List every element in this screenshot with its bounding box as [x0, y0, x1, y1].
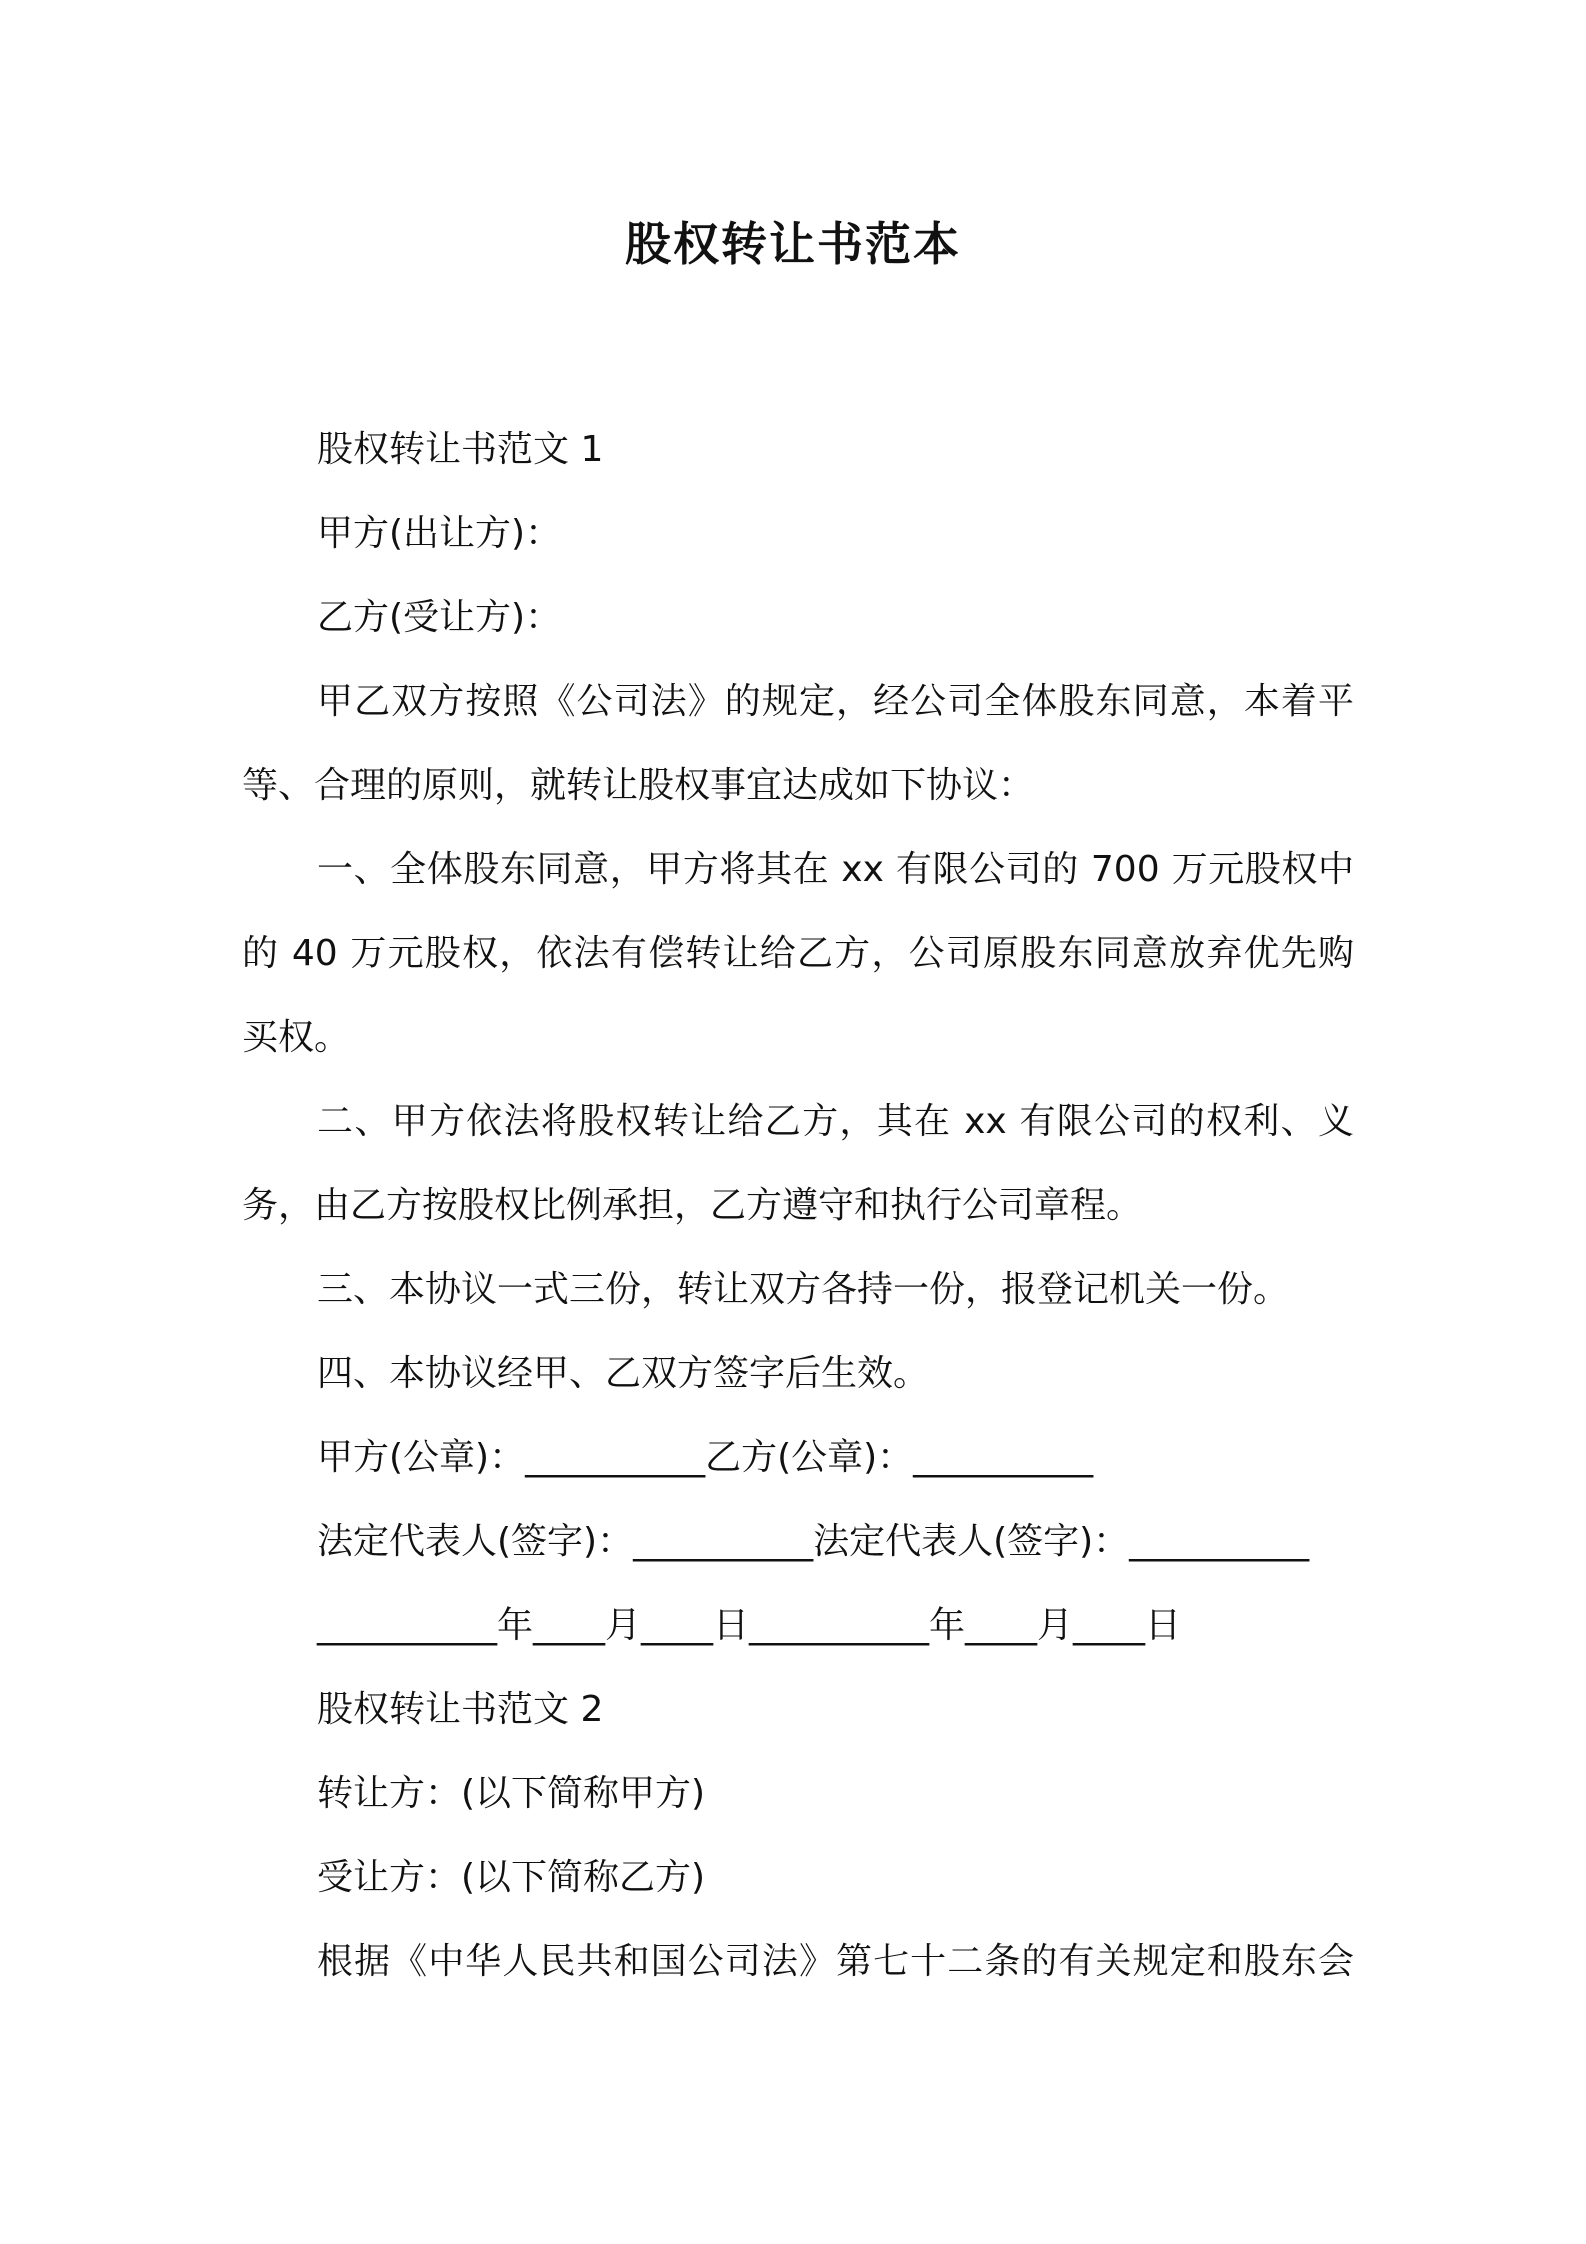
transferee-line: 受让方：(以下简称乙方)	[317, 1857, 706, 1898]
section-heading-1: 股权转让书范文 1	[317, 429, 604, 470]
date-line: __________年____月____日__________年____月____日	[317, 1605, 1181, 1646]
party-a-line: 甲方(出让方)：	[317, 513, 562, 554]
clause-4-line: 四、本协议经甲、乙双方签字后生效。	[317, 1353, 930, 1394]
section-heading-2: 股权转让书范文 2	[317, 1689, 604, 1730]
clause-1-line: 买权。	[242, 1017, 351, 1058]
paragraph-line: 等、合理的原则，就转让股权事宜达成如下协议：	[242, 765, 1035, 806]
signature-line: 法定代表人(签字)：__________法定代表人(签字)：__________	[317, 1521, 1310, 1562]
transferor-line: 转让方：(以下简称甲方)	[317, 1773, 706, 1814]
party-b-line: 乙方(受让方)：	[317, 597, 562, 638]
document-title: 股权转让书范本	[625, 217, 961, 271]
seal-line: 甲方(公章)：__________乙方(公章)：__________	[317, 1437, 1094, 1478]
clause-3-line: 三、本协议一式三份，转让双方各持一份，报登记机关一份。	[317, 1269, 1290, 1310]
clause-1-line: 一、全体股东同意，甲方将其在 xx 有限公司的 700 万元股权中	[317, 849, 1354, 890]
document-body	[242, 408, 1354, 2004]
clause-2-line: 务，由乙方按股权比例承担，乙方遵守和执行公司章程。	[242, 1185, 1143, 1226]
paragraph-line: 根据《中华人民共和国公司法》第七十二条的有关规定和股东会	[317, 1941, 1354, 1982]
clause-2-line: 二、甲方依法将股权转让给乙方，其在 xx 有限公司的权利、义	[317, 1101, 1354, 1142]
paragraph-line: 甲乙双方按照《公司法》的规定，经公司全体股东同意，本着平	[317, 681, 1354, 722]
clause-1-line: 的 40 万元股权，依法有偿转让给乙方，公司原股东同意放弃优先购	[242, 933, 1354, 974]
